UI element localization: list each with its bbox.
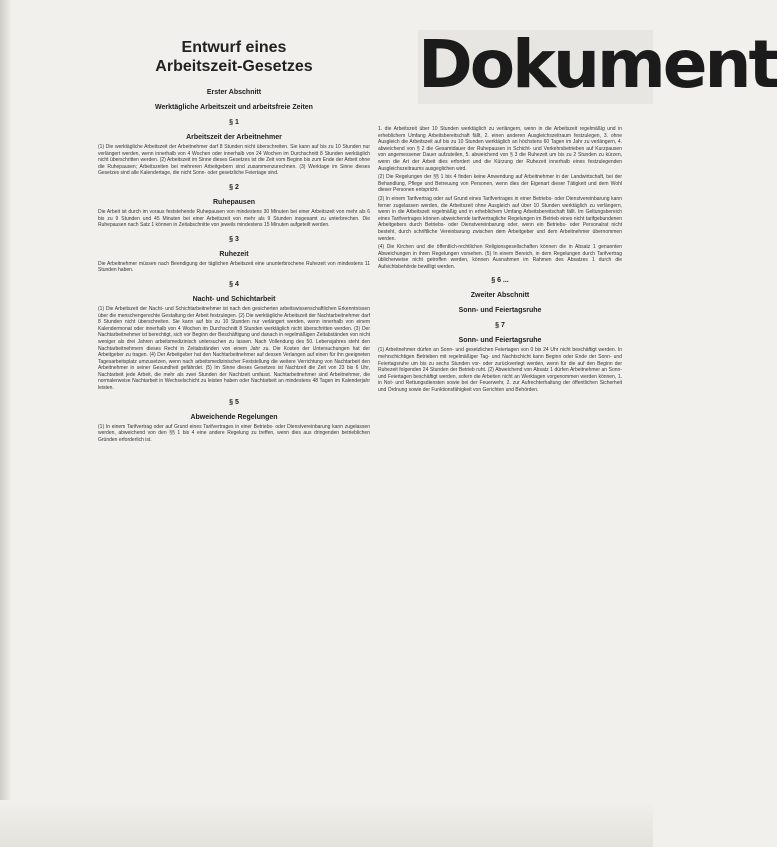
title-line-1: Entwurf eines [181, 39, 287, 56]
paragraph-title: Nacht- und Schichtarbeit [192, 295, 276, 303]
paragraph-number: § 2 [229, 183, 239, 191]
section-heading: Zweiter Abschnitt [470, 292, 530, 300]
paragraph-text: (2) Die Regelungen der §§ 1 bis 4 finden keine Anwendung auf Arbeitnehmer in der Landwirtschaft, bei der Behandlung, Pflege und Betreuung von Personen, wenn dies der Eigenart dieser Tätigkeit und dem Wohl dieser Personen entspricht. [378, 174, 622, 194]
title-line-2: Arbeitszeit-Gesetzes [155, 58, 313, 75]
right-column [378, 126, 622, 396]
paragraph-text: (4) Die Kirchen und die öffentlich-rechtlichen Religionsgesellschaften können die in Absatz 1 genannten Abweichungen in ihren Regelungen vorsehen. (5) In einem Bereich, in dem Regelungen durch Tarifvertrag üblicherweise nicht getroffen werden, können Ausnahmen im Rahmen des Absatzes 1 durch die Aufsichtsbehörde bewilligt werden. [378, 244, 622, 270]
section-subheading: Werktägliche Arbeitszeit und arbeitsfreie Zeiten [155, 104, 313, 111]
paragraph-title: Ruhezeit [219, 250, 249, 258]
paragraph-number: § 3 [229, 235, 239, 243]
paragraph-text: (1) Die werktägliche Arbeitszeit der Arbeitnehmer darf 8 Stunden nicht überschreiten. Sie kann auf bis zu 10 Stunden nur verlängert werden, wenn innerhalb von 4 Wochen oder innerhalb von 24 Wochen im Durchschnitt 8 Stunden werktäglich nicht überschritten werden. (2) Arbeitszeit im Sinne dieses Gesetzes ist die Zeit vom Beginn bis zum Ende der Arbeit ohne die Ruhepausen; Arbeitszeiten bei mehreren Arbeitgebern sind zusammenzurechnen. (3) Werktage im Sinne dieses Gesetzes sind alle Kalendertage, die nicht Sonn- oder gesetzliche Feiertage sind. [98, 144, 370, 177]
paragraph-text: 1. die Arbeitszeit über 10 Stunden werktäglich zu verlängern, wenn in die Arbeitszeit regelmäßig und in erheblichem Umfang Arbeitsbereitschaft fällt, 2. einen anderen Ausgleichszeitraum festzulegen, 3. ohne Ausgleich die Arbeitszeit auf bis zu 10 Stunden werktäglich an höchstens 60 Tagen im Jahr zu verlängern, 4. abweichend von § 2 die Gesamtdauer der Ruhepausen in Schicht- und Verkehrsbetrieben auf Kurzpausen von angemessener Dauer aufzuteilen, 5. abweichend von § 3 die Ruhezeit um bis zu 2 Stunden zu kürzen, wenn die Art der Arbeit dies erfordert und die Kürzung der Ruhezeit innerhalb eines festzulegenden Ausgleichszeitraums ausgeglichen wird. [378, 126, 622, 172]
page-shadow-bottom [0, 800, 653, 847]
paragraph-number: § 4 [229, 280, 239, 288]
paragraph-title: Ruhepausen [212, 198, 255, 206]
paragraph-title: Arbeitszeit der Arbeitnehmer [186, 134, 282, 141]
page-shadow [0, 0, 12, 847]
paragraph-title: Abweichende Regelungen [190, 413, 278, 421]
left-column [98, 38, 370, 445]
paragraph-text: Die Arbeitnehmer müssen nach Beendigung der täglichen Arbeitszeit eine ununterbrochene Ruhezeit von mindestens 11 Stunden haben. [98, 260, 370, 274]
paragraph-number: § 7 [495, 322, 505, 330]
paragraph-title: Sonn- und Feiertagsruhe [458, 337, 542, 345]
paragraph-number: § 5 [229, 398, 239, 406]
paragraph-text: Die Arbeit ist durch im voraus feststehende Ruhepausen von mindestens 30 Minuten bei einer Arbeitszeit von mehr als 6 bis zu 9 Stunden und 45 Minuten bei einer Arbeitszeit von mehr als 9 Stunden insgesamt zu unterbrechen. Die Ruhepausen nach Satz 1 können in Zeitabschnitte von jeweils mindestens 15 Minuten aufgeteilt werden. [98, 208, 370, 229]
section-subheading: Sonn- und Feiertagsruhe [458, 307, 542, 315]
paragraph-text: (3) In einem Tarifvertrag oder auf Grund eines Tarifvertrages in einer Betriebs- oder Dienstvereinbarung kann ferner zugelassen werden, die Arbeitszeit ohne Ausgleich auf über 10 Stunden werktäglich zu verlängern, wenn in die Arbeitszeit regelmäßig und in erheblichem Umfang Arbeitsbereitschaft fällt. Im Geltungsbereich eines Tarifvertrages können abweichende tarifvertragliche Regelungen im Betrieb eines nicht tarifgebundenen Arbeitgebers durch Betriebs- oder Dienstvereinbarung oder, wenn ein Betriebs- oder Personalrat nicht besteht, durch schriftliche Vereinbarung zwischen dem Arbeitgeber und dem Arbeitnehmer übernommen werden. [378, 195, 622, 242]
document-banner [418, 26, 777, 104]
paragraph-number: § 1 [229, 119, 239, 126]
document-title [98, 38, 370, 76]
paragraph-number: § 6 ... [491, 277, 509, 285]
banner-text: Dokument [418, 26, 777, 103]
paragraph-text: (1) Arbeitnehmer dürfen an Sonn- und gesetzlichen Feiertagen von 0 bis 24 Uhr nicht beschäftigt werden. In mehrschichtigen Betrieben mit regelmäßiger Tag- und Nachtschicht kann Beginn oder Ende der Sonn- und Feiertagsruhe um bis zu sechs Stunden vor- oder zurückverlegt werden, wenn für die auf den Beginn der Ruhezeit folgenden 24 Stunden der Betrieb ruht. (2) Abweichend von Absatz 1 dürfen Arbeitnehmer an Sonn- und Feiertagen beschäftigt werden, sofern die Arbeiten nicht an Werktagen vorgenommen werden können, 1. in Not- und Rettungsdiensten sowie bei der Feuerwehr, 2. zur Aufrechterhaltung der öffentlichen Sicherheit und Ordnung sowie der Funktionsfähigkeit von Gerichten und Behörden. [378, 347, 622, 394]
paragraph-text: (1) Die Arbeitszeit der Nacht- und Schichtarbeitnehmer ist nach den gesicherten arbeitswissenschaftlichen Erkenntnissen über die menschengerechte Gestaltung der Arbeit festzulegen. (2) Die werktägliche Arbeitszeit der Nachtarbeitnehmer darf 8 Stunden nicht überschreiten. Sie kann auf bis zu 10 Stunden nur verlängert werden, wenn innerhalb von einem Kalendermonat oder innerhalb von 4 Wochen im Durchschnitt 8 Stunden werktäglich nicht überschritten werden. (3) Der Nachtarbeitnehmer ist berechtigt, sich vor Beginn der Beschäftigung und danach in regelmäßigen Zeitabständen von nicht weniger als drei Jahren arbeitsmedizinisch untersuchen zu lassen. Nach Vollendung des 50. Lebensjahres steht den Nachtarbeitnehmern dieses Recht in Zeitabständen von einem Jahr zu. Die Kosten der Untersuchungen hat der Arbeitgeber zu tragen. (4) Der Arbeitgeber hat den Nachtarbeitnehmer auf dessen Verlangen auf einen für ihn geeigneten Tagesarbeitsplatz umzusetzen, wenn nach arbeitsmedizinischer Feststellung die weitere Verrichtung von Nachtarbeit den Arbeitnehmer in seiner Gesundheit gefährdet. (5) Im Sinne dieses Gesetzes ist Nachtzeit die Zeit von 23 bis 6 Uhr, Nachtarbeit jede Arbeit, die mehr als zwei Stunden der Nachtzeit umfasst. Nachtarbeitnehmer sind Arbeitnehmer, die normalerweise Nachtarbeit in Wechselschicht zu leisten haben oder Nachtarbeit an mindestens 48 Tagen im Kalenderjahr leisten. [98, 305, 370, 392]
section-heading: Erster Abschnitt [206, 89, 262, 96]
paragraph-text: (1) In einem Tarifvertrag oder auf Grund eines Tarifvertrages in einer Betriebs- oder Dienstvereinbarung kann zugelassen werden, abweichend von den §§ 1 bis 4 eine andere Regelung zu treffen, wenn dies aus dringenden betrieblichen Gründen erforderlich ist. [98, 423, 370, 443]
